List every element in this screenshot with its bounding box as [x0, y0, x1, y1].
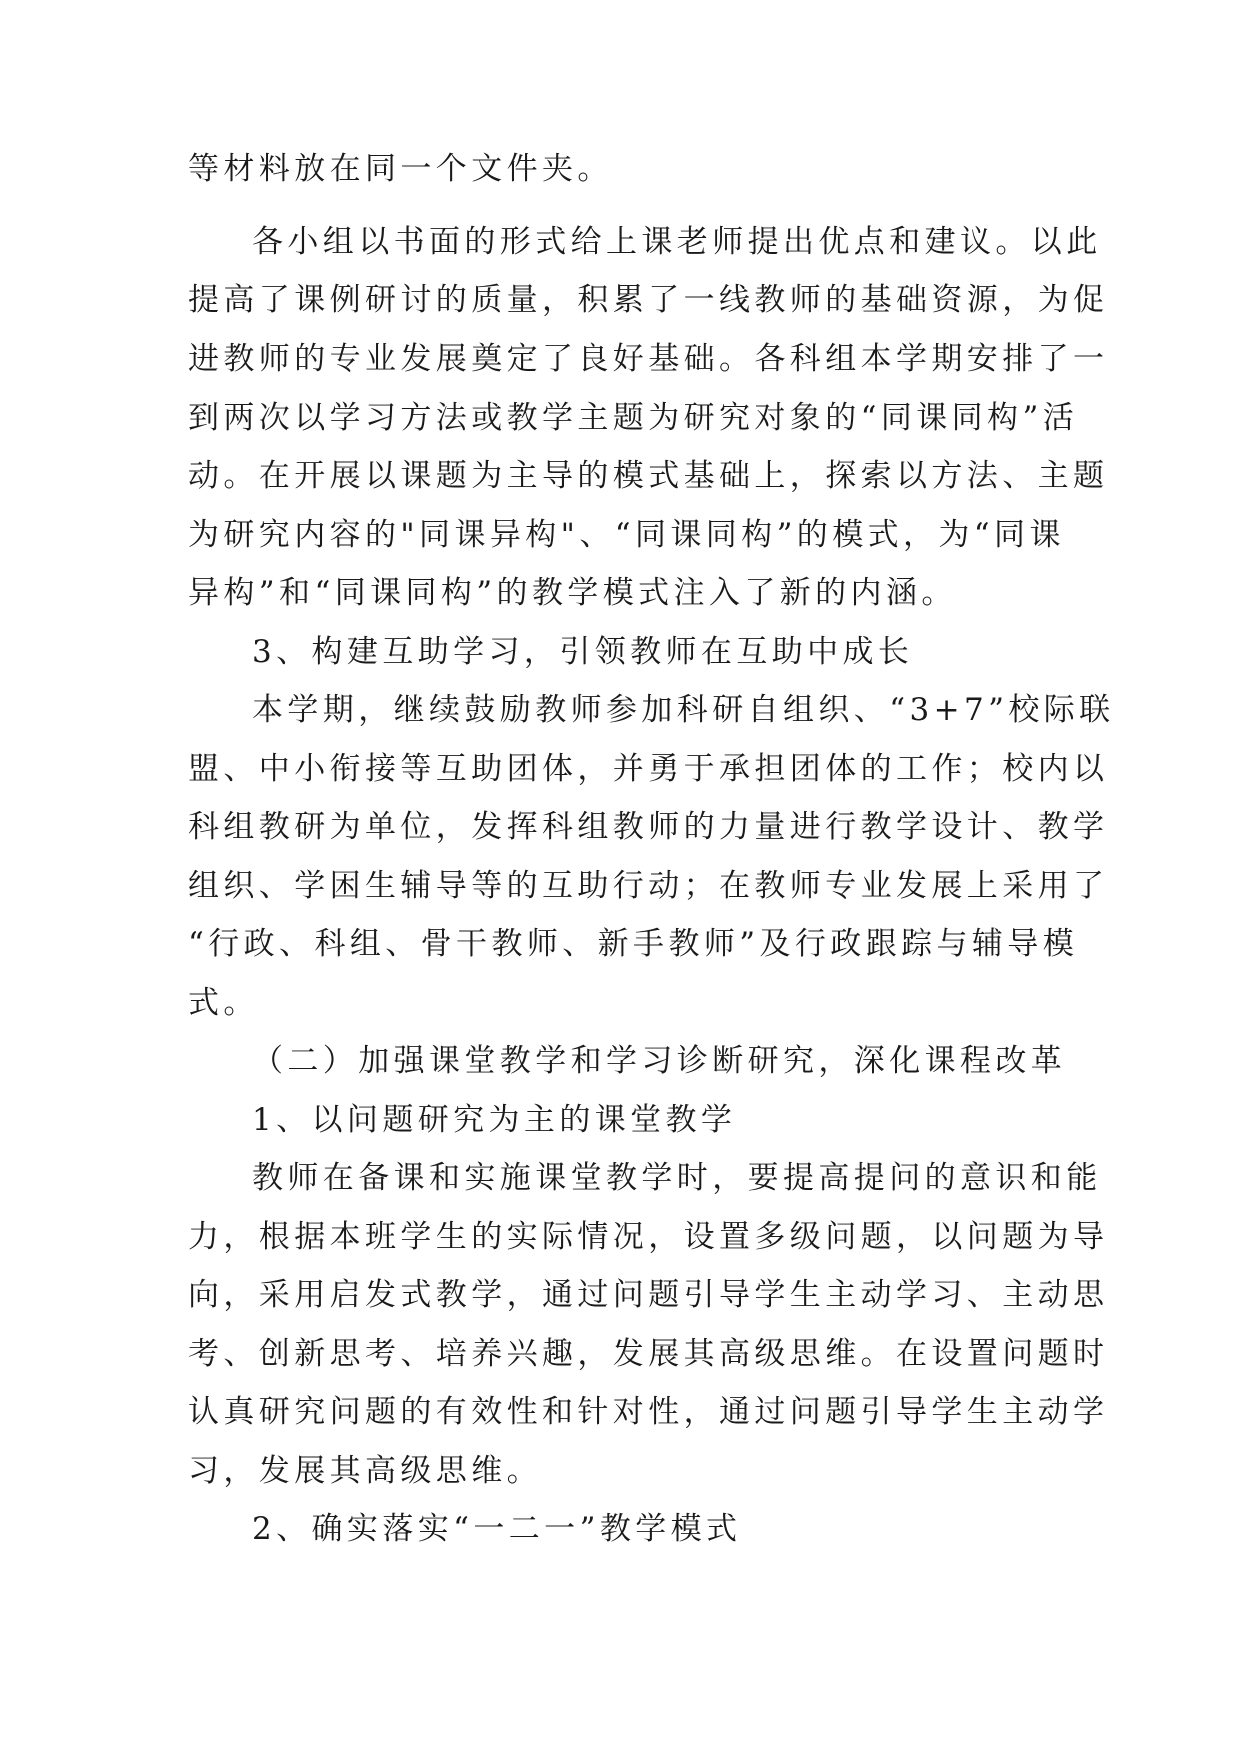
text-line: 异构”和“同课同构”的教学模式注入了新的内涵。 — [188, 575, 957, 611]
text-line: 科组教研为单位，发挥科组教师的力量进行教学设计、教学 — [188, 809, 1109, 845]
section-heading: （二）加强课堂教学和学习诊断研究，深化课程改革 — [252, 1043, 1067, 1079]
text-line: 向，采用启发式教学，通过问题引导学生主动学习、主动思 — [188, 1277, 1109, 1313]
text-line: 到两次以学习方法或教学主题为研究对象的“同课同构”活 — [188, 400, 1079, 436]
text-line: 认真研究问题的有效性和针对性，通过问题引导学生主动学 — [188, 1394, 1109, 1430]
section-heading: 1、以问题研究为主的课堂教学 — [252, 1102, 737, 1138]
text-line: 考、创新思考、培养兴趣，发展其高级思维。在设置问题时 — [188, 1336, 1109, 1372]
text-line: 习，发展其高级思维。 — [188, 1453, 542, 1489]
text-line: 为研究内容的"同课异构"、“同课同构”的模式，为“同课 — [188, 517, 1065, 553]
text-line: “行政、科组、骨干教师、新手教师”及行政跟踪与辅导模 — [188, 926, 1079, 962]
section-heading: 3、构建互助学习，引领教师在互助中成长 — [252, 634, 914, 670]
text-line: 教师在备课和实施课堂教学时，要提高提问的意识和能 — [252, 1160, 1102, 1196]
text-line: 式。 — [188, 985, 259, 1021]
text-line: 进教师的专业发展奠定了良好基础。各科组本学期安排了一 — [188, 341, 1109, 377]
text-line: 组织、学困生辅导等的互助行动；在教师专业发展上采用了 — [188, 868, 1109, 904]
text-line: 盟、中小衔接等互助团体，并勇于承担团体的工作；校内以 — [188, 751, 1109, 787]
text-line: 等材料放在同一个文件夹。 — [188, 151, 613, 187]
text-line: 力，根据本班学生的实际情况，设置多级问题，以问题为导 — [188, 1219, 1109, 1255]
section-heading: 2、确实落实“一二一”教学模式 — [252, 1511, 742, 1547]
text-line: 动。在开展以课题为主导的模式基础上，探索以方法、主题 — [188, 458, 1109, 494]
text-line: 各小组以书面的形式给上课老师提出优点和建议。以此 — [252, 224, 1102, 260]
text-line: 提高了课例研讨的质量，积累了一线教师的基础资源，为促 — [188, 282, 1109, 318]
text-line: 本学期，继续鼓励教师参加科研自组织、“3+7”校际联 — [252, 692, 1115, 728]
